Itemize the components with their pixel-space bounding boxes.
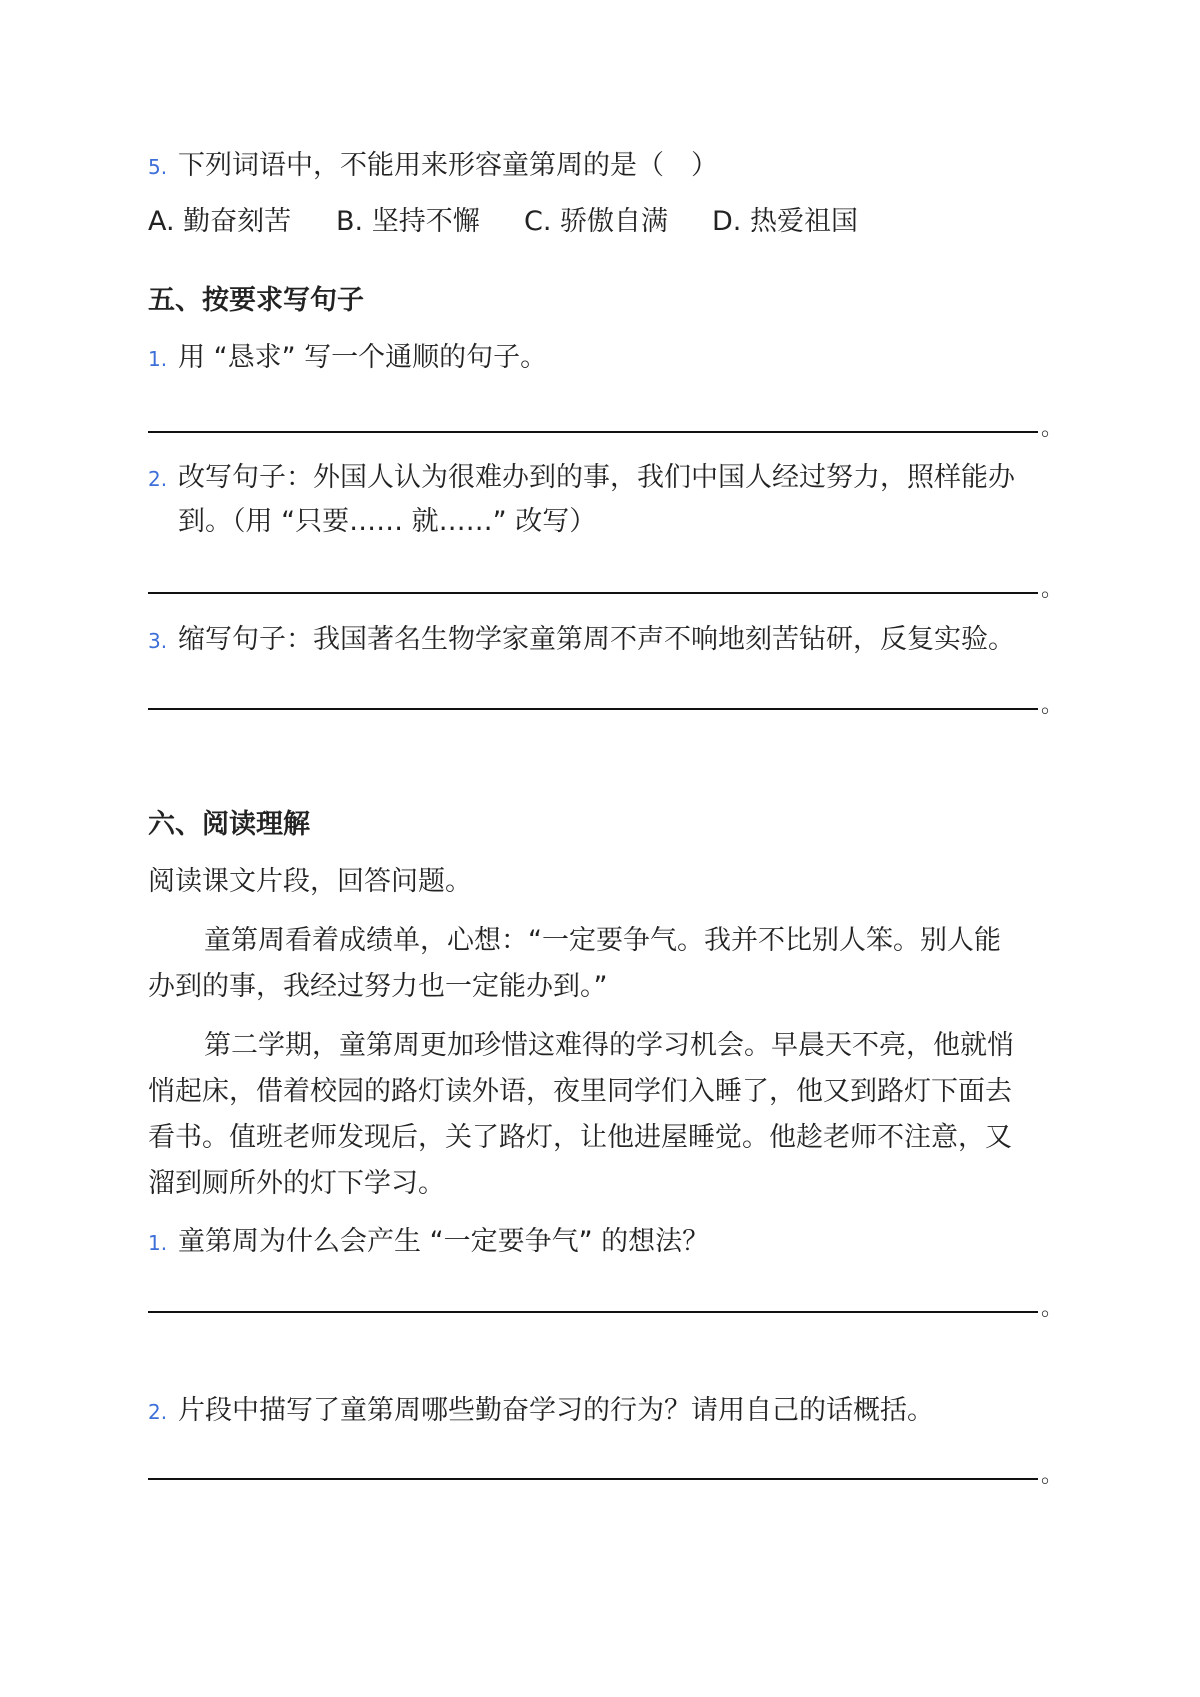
s5-question-2	[148, 460, 1015, 497]
section-5-title: 五、按要求写句子	[148, 285, 364, 316]
passage-line: 办到的事，我经过努力也一定能办到。”	[148, 971, 608, 1002]
question-text: 片段中描写了童第周哪些勤奋学习的行为？请用自己的话概括。	[178, 1395, 934, 1426]
passage-line: 看书。值班老师发现后，关了路灯，让他进屋睡觉。他趁老师不注意，又	[148, 1122, 1012, 1153]
question-text: 下列词语中，不能用来形容童第周的是（ ）	[178, 150, 718, 181]
option-b[interactable]: B. 坚持不懈	[336, 206, 480, 237]
question-number: 2.	[148, 1400, 168, 1424]
question-number: 1.	[148, 347, 168, 371]
question-text: 缩写句子：我国著名生物学家童第周不声不响地刻苦钻研，反复实验。	[178, 624, 1015, 655]
question-text: 用 “恳求” 写一个通顺的句子。	[178, 342, 548, 373]
end-mark: 。	[1041, 1296, 1064, 1321]
question-5	[148, 148, 718, 185]
option-c[interactable]: C. 骄傲自满	[524, 206, 669, 237]
passage-line: 溜到厕所外的灯下学习。	[148, 1168, 445, 1199]
question-text: 改写句子：外国人认为很难办到的事，我们中国人经过努力，照样能办	[178, 462, 1015, 493]
s6-question-2	[148, 1393, 934, 1430]
passage-paragraph-1	[148, 918, 1001, 1010]
section-6-title: 六、阅读理解	[148, 809, 310, 840]
s6-question-1	[148, 1224, 709, 1261]
options-row	[148, 204, 1048, 240]
answer-line[interactable]	[148, 708, 1038, 710]
reading-instruction: 阅读课文片段，回答问题。	[148, 866, 472, 897]
question-number: 1.	[148, 1231, 168, 1255]
s5-question-2-continued: 到。（用 “只要…… 就……” 改写）	[178, 506, 597, 537]
option-a[interactable]: A. 勤奋刻苦	[148, 206, 292, 237]
end-mark: 。	[1041, 693, 1064, 718]
answer-line[interactable]	[148, 592, 1038, 594]
option-d[interactable]: D. 热爱祖国	[712, 206, 858, 237]
passage-line: 第二学期，童第周更加珍惜这难得的学习机会。早晨天不亮，他就悄	[204, 1030, 1014, 1061]
passage-line: 童第周看着成绩单，心想：“一定要争气。我并不比别人笨。别人能	[204, 925, 1001, 956]
end-mark: 。	[1041, 577, 1064, 602]
question-number: 3.	[148, 629, 168, 653]
end-mark: 。	[1041, 416, 1064, 441]
answer-line[interactable]	[148, 1311, 1038, 1313]
passage-paragraph-2	[148, 1023, 1014, 1207]
answer-line[interactable]	[148, 1478, 1038, 1480]
question-number: 2.	[148, 467, 168, 491]
s5-question-3	[148, 622, 1015, 659]
passage-line: 悄起床，借着校园的路灯读外语，夜里同学们入睡了，他又到路灯下面去	[148, 1076, 1012, 1107]
end-mark: 。	[1041, 1463, 1064, 1488]
question-number: 5.	[148, 155, 168, 179]
s5-question-1	[148, 340, 547, 377]
answer-line[interactable]	[148, 431, 1038, 433]
question-text: 童第周为什么会产生 “一定要争气” 的想法？	[178, 1226, 710, 1257]
